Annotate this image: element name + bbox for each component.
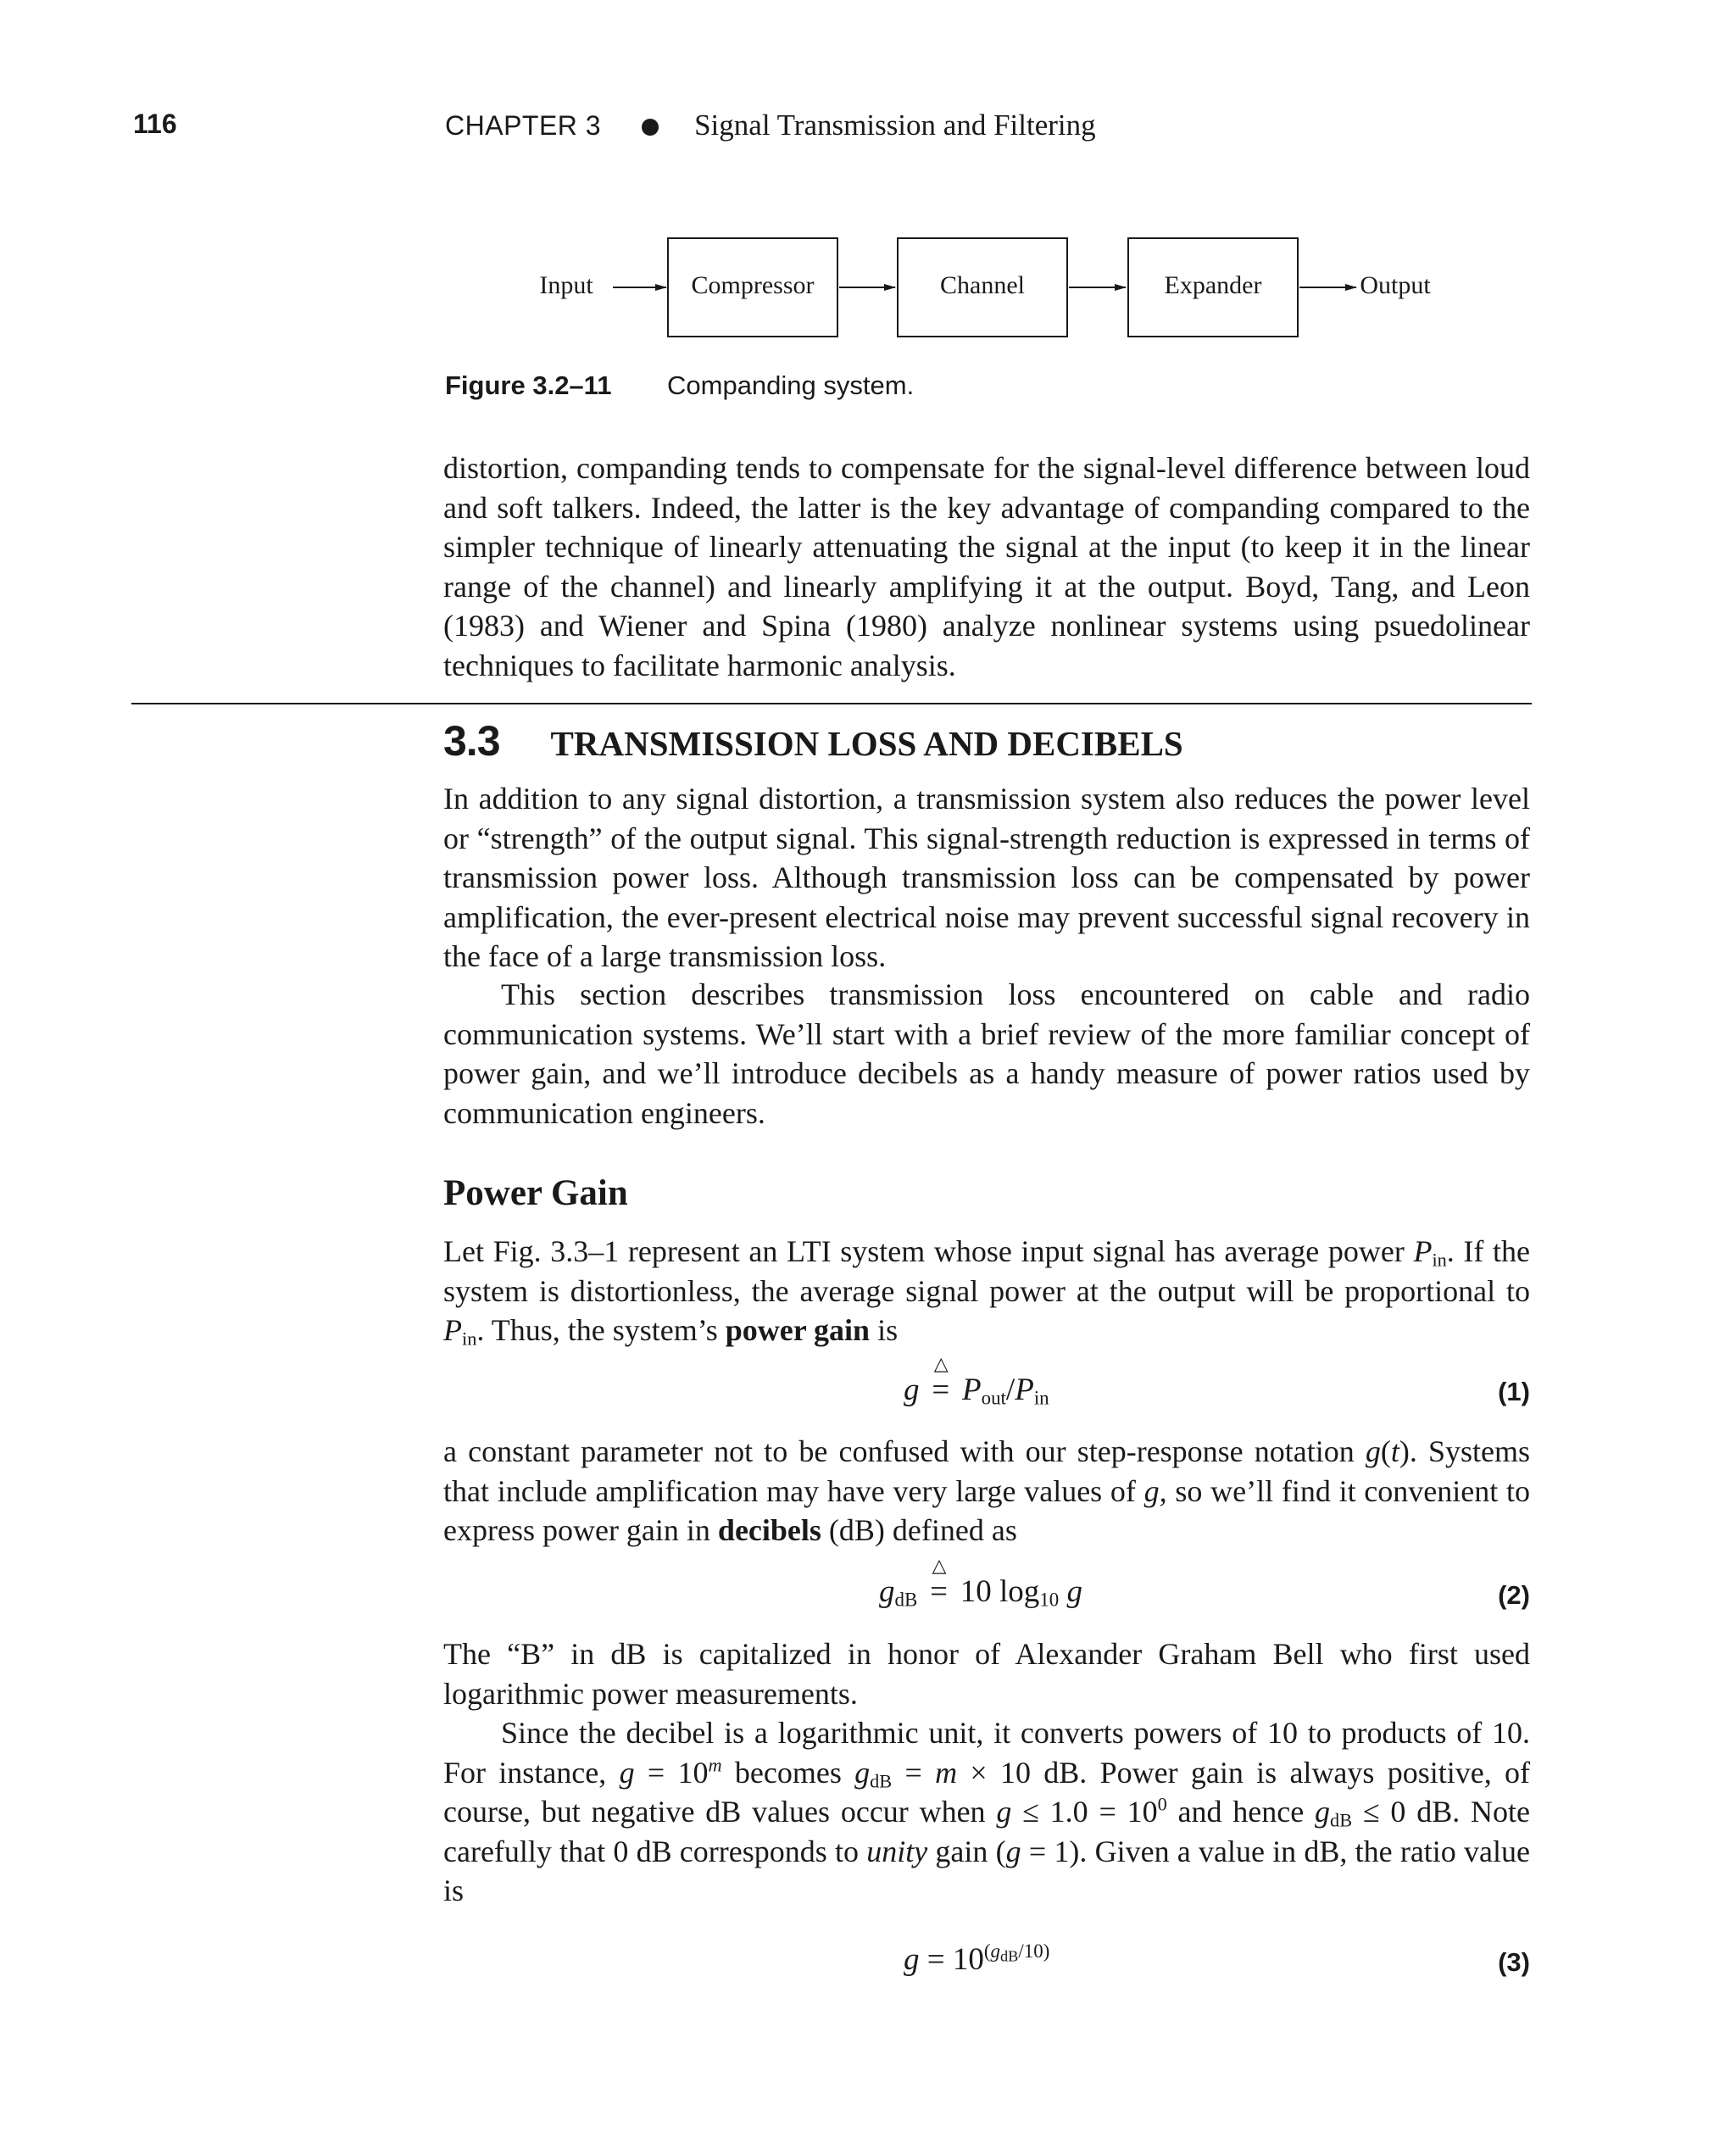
expander-label: Expander — [1164, 271, 1262, 299]
equation-2-number: (2) — [1498, 1580, 1530, 1610]
equation-3: $g = 10^{(g_{dB}/10)}$ — [904, 1940, 1050, 1977]
page-number: 116 — [133, 109, 177, 139]
section-divider — [131, 703, 1532, 704]
power-gain-paragraph-4: Since the decibel is a logarithmic unit, it converts powers of 10 to products of 10. For instance, $g = 10^m$ becomes $g_{dB} = m \times 10$ dB. Power gain is always positive, of course, but negative dB values occur when $g \le 1.0 = 10^0$ and hence $g_{dB} \le 0$ dB. Note carefully that 0 dB corresponds to unity gain (g = 1). Given a value in dB, the ratio value is — [443, 1716, 1530, 1907]
section-title: TRANSMISSION LOSS AND DECIBELS — [550, 724, 1183, 763]
compressor-label: Compressor — [691, 271, 815, 299]
companding-block-diagram — [526, 229, 1458, 348]
channel-label: Channel — [940, 271, 1025, 299]
input-label: Input — [539, 271, 593, 299]
power-gain-paragraph-2: a constant parameter not to be confused with our step-response notation g(t). Systems that include amplification may have very large values of g, so we’ll find it convenient to express power gain in decibels (dB) defined as — [443, 1434, 1530, 1547]
section-paragraph-1: In addition to any signal distortion, a transmission system also reduces the power level or “strength” of the output signal. This signal-strength reduction is expressed in terms of transmission power loss. Although transmission loss can be compensated by power amplification, the ever-present electrical noise may prevent successful signal recovery in the face of a large transmission loss. — [443, 782, 1530, 973]
equation-2: $g_{dB}$ △ = 10 $\log_{10} g$ — [879, 1555, 1082, 1611]
equation-3-number: (3) — [1498, 1947, 1530, 1977]
running-head — [445, 109, 1096, 142]
chapter-label: CHAPTER 3 — [445, 110, 602, 141]
figure-caption — [445, 370, 914, 401]
section-paragraph-2: This section describes transmission loss encountered on cable and radio communication systems. We’ll start with a brief review of the more familiar concept of power gain, and we’ll introduce decibels as a handy measure of power ratios used by communication engineers. — [443, 977, 1530, 1130]
equation-1: g △ = $P_{out}/P_{in}$ — [904, 1353, 1049, 1409]
power-gain-paragraph-3: The “B” in dB is capitalized in honor of Alexander Graham Bell who first used logarithmic power measurements. — [443, 1637, 1530, 1711]
intro-paragraph: distortion, companding tends to compensate for the signal-level difference between loud and soft talkers. Indeed, the latter is the key advantage of companding compared to the simpler technique of linearly attenuating the signal at the input (to keep it in the linear range of the channel) and linearly amplifying it at the output. Boyd, Tang, and Leon (1983) and Wiener and Spina (1980) analyze nonlinear systems using psuedolinear techniques to facilitate harmonic analysis. — [443, 451, 1530, 682]
output-label: Output — [1360, 271, 1431, 299]
subsection-heading: Power Gain — [443, 1173, 628, 1213]
figure-caption-label: Figure 3.2–11 — [445, 370, 612, 400]
equation-1-number: (1) — [1498, 1377, 1530, 1406]
figure-caption-text: Companding system. — [667, 370, 915, 400]
bullet-icon — [642, 119, 659, 136]
section-heading — [443, 716, 1183, 766]
power-gain-paragraph-1: Let Fig. 3.3–1 represent an LTI system whose input signal has average power $P_{in}$. If the system is distortionless, the average signal power at the output will be proportional to $P_{in}$. Thus, the system’s power gain is — [443, 1234, 1530, 1350]
chapter-title: Signal Transmission and Filtering — [694, 109, 1096, 142]
section-number: 3.3 — [443, 717, 500, 765]
